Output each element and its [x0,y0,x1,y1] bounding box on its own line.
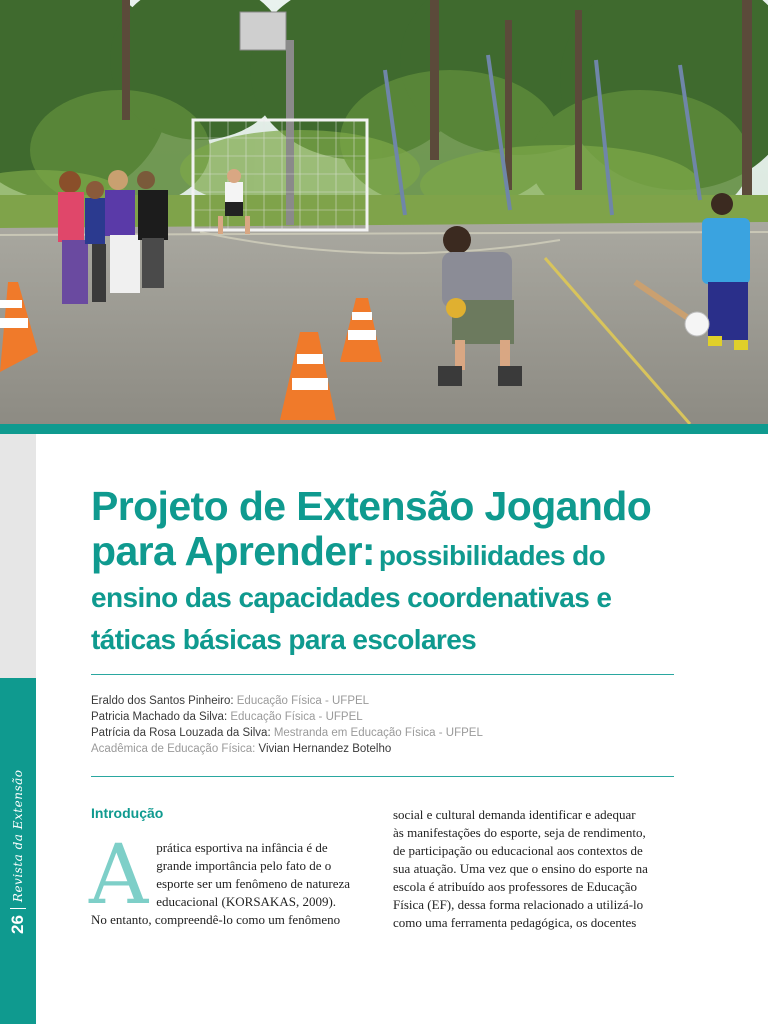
title-rule [91,674,674,675]
body-line: grande importância pelo fato de o [156,858,332,873]
author-name: Eraldo dos Santos Pinheiro: [91,695,234,707]
author-entry [91,693,681,709]
subtitle-line3: táticas básicas para escolares [91,624,477,655]
body-line: No entanto, compreendê-lo como um fenômeno [91,912,341,927]
header-photo [0,0,768,424]
body-line: esporte ser um fenômeno de natureza [156,876,351,891]
body-column-1 [89,828,383,929]
body-line: Física (EF), dessa forma relacionado a utilizá-lo [393,897,644,912]
author-role: Acadêmica de Educação Física: [91,743,256,755]
author-entry [91,741,681,757]
author-affiliation: Educação Física - UFPEL [227,711,363,723]
authors-rule [91,776,674,777]
title-main-line1: Projeto de Extensão Jogando [91,483,652,529]
subtitle-line2: ensino das capacidades coordenativas e [91,582,612,613]
body-line: social e cultural demanda identificar e adequar [393,807,636,822]
teal-divider-bar [0,424,768,434]
author-list [91,693,681,757]
author-affiliation: Mestranda em Educação Física - UFPEL [270,727,483,739]
photo-children-playing-soccer-court-icon [0,0,768,424]
folio-separator [10,908,26,909]
title-main-line2: para Aprender: [91,528,375,574]
author-affiliation: Educação Física - UFPEL [233,695,370,707]
author-name: Vivian Hernandez Botelho [255,743,392,755]
page-number: 26 [8,915,27,934]
body-line: educacional (KORSAKAS, 2009). [156,894,337,909]
author-entry [91,709,681,725]
side-folio [8,770,28,935]
author-name: Patrícia da Rosa Louzada da Silva: [91,727,271,739]
body-line: escola é atribuído aos professores de Educação [393,879,638,894]
body-column-2 [393,806,683,932]
author-entry [91,725,681,741]
body-line: prática esportiva na infância é de [156,840,328,855]
subtitle-line1: possibilidades do [378,540,606,571]
body-line: sua atuação. Uma vez que o ensino do esporte na [393,861,648,876]
author-name: Patricia Machado da Silva: [91,711,228,723]
body-line: de participação ou educacional aos contextos de [393,843,643,858]
drop-cap: A [89,828,149,923]
section-heading-introducao: Introdução [91,805,164,821]
journal-name: Revista da Extensão [11,769,25,903]
side-grey-strip [0,434,36,678]
body-line: às manifestações do esporte, seja de rendimento, [393,825,646,840]
body-line: como uma ferramenta pedagógica, os docentes [393,915,637,930]
article-title [91,484,691,661]
